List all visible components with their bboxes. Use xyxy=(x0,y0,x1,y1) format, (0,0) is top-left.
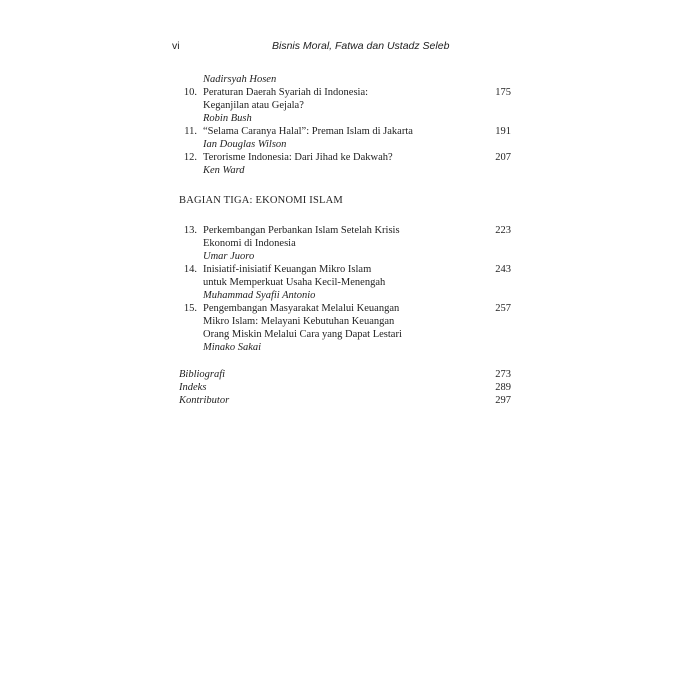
toc-entry-11 xyxy=(179,125,511,151)
part-heading: BAGIAN TIGA: EKONOMI ISLAM xyxy=(179,195,343,206)
entry-page-number: 273 xyxy=(495,369,511,380)
page-number: vi xyxy=(172,40,180,52)
backmatter-list xyxy=(179,368,511,407)
entry-number: 13. xyxy=(183,225,197,236)
backmatter-label: Kontributor xyxy=(179,395,230,406)
toc-entry-15 xyxy=(179,302,511,354)
toc-entry-continued xyxy=(179,73,511,86)
entry-title-line: Peraturan Daerah Syariah di Indonesia: xyxy=(203,87,369,98)
backmatter-label: Bibliografi xyxy=(179,369,226,380)
entry-title-line: Ekonomi di Indonesia xyxy=(203,238,296,249)
backmatter-label: Indeks xyxy=(179,382,207,393)
entry-title-line: Perkembangan Perbankan Islam Setelah Krisis xyxy=(203,225,400,236)
entry-title-line: Pengembangan Masyarakat Melalui Keuangan xyxy=(203,303,400,314)
entry-title-line: untuk Memperkuat Usaha Kecil-Menengah xyxy=(203,277,386,288)
entry-title-line: “Selama Caranya Halal”: Preman Islam di Jakarta xyxy=(203,126,413,137)
backmatter-item-indeks xyxy=(179,381,511,394)
entry-page-number: 223 xyxy=(495,225,511,236)
entry-number: 15. xyxy=(183,303,197,314)
entry-title-line: Mikro Islam: Melayani Kebutuhan Keuangan xyxy=(203,316,395,327)
running-header xyxy=(172,40,510,56)
entry-author: Umar Juoro xyxy=(203,251,255,262)
entry-page-number: 207 xyxy=(495,152,511,163)
entry-number: 12. xyxy=(183,152,197,163)
entry-number: 14. xyxy=(183,264,197,275)
book-title: Bisnis Moral, Fatwa dan Ustadz Seleb xyxy=(272,40,450,52)
toc-entry-13 xyxy=(179,224,511,263)
entry-author: Robin Bush xyxy=(203,113,252,124)
entry-page-number: 243 xyxy=(495,264,511,275)
entry-page-number: 257 xyxy=(495,303,511,314)
entry-page-number: 297 xyxy=(495,395,511,406)
entry-page-number: 289 xyxy=(495,382,511,393)
entry-title-line: Keganjilan atau Gejala? xyxy=(203,100,304,111)
entry-number: 11. xyxy=(184,126,197,137)
entry-title-line: Inisiatif-inisiatif Keuangan Mikro Islam xyxy=(203,264,372,275)
backmatter-item-bibliografi xyxy=(179,368,511,381)
entry-title-line: Terorisme Indonesia: Dari Jihad ke Dakwah? xyxy=(203,152,393,163)
entry-author: Nadirsyah Hosen xyxy=(203,74,277,85)
toc-entry-10 xyxy=(179,86,511,125)
toc-entry-14 xyxy=(179,263,511,302)
entry-author: Muhammad Syafii Antonio xyxy=(203,290,316,301)
table-of-contents xyxy=(179,73,511,407)
entry-author: Ken Ward xyxy=(203,165,245,176)
entry-number: 10. xyxy=(183,87,197,98)
toc-entry-12 xyxy=(179,151,511,177)
entry-page-number: 191 xyxy=(495,126,511,137)
entry-title-line: Orang Miskin Melalui Cara yang Dapat Lestari xyxy=(203,329,402,340)
entry-page-number: 175 xyxy=(495,87,511,98)
entry-author: Minako Sakai xyxy=(203,342,262,353)
entry-author: Ian Douglas Wilson xyxy=(203,139,287,150)
backmatter-item-kontributor xyxy=(179,394,511,407)
